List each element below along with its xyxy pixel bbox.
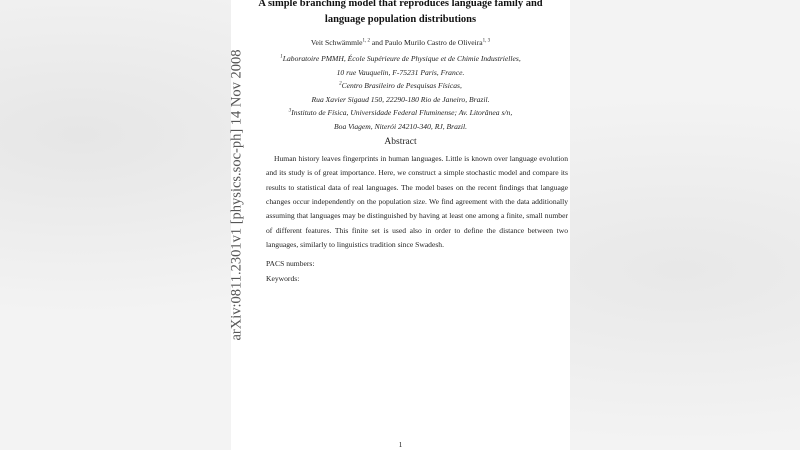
title-line-2: language population distributions [324, 14, 477, 25]
affiliation-line: $^1$Laboratoire PMMH, École Supérieure de Physique et de Chimie Industrielles, [280, 54, 521, 63]
affiliation-line: $^3$Instituto de Física, Universidade Federal Fluminense; Av. Litorânea s/n, [288, 108, 513, 117]
abstract-line: Human history leaves fingerprints in human languages. Little is known over language evolution [274, 154, 568, 163]
author-1-sup: 1, 2 [362, 38, 371, 44]
affiliation-line: Boa Viagem, Niterói 24210-340, RJ, Brazil. [334, 122, 467, 131]
affiliation-line: 10 rue Vauquelin, F-75231 Paris, France. [336, 68, 465, 77]
abstract-line: languages, similarly to linguistics tradition since Swadesh. [266, 240, 445, 249]
abstract-line: results to statistical data of real languages. The model bases on the recent findings that language [266, 183, 568, 192]
abstract-line: of different features. This finite set is used also in order to define the distance between two [266, 226, 568, 235]
keywords-label: Keywords: [266, 274, 300, 283]
paper-page [228, 0, 570, 450]
title-line-1: A simple branching model that reproduces language family and [258, 0, 543, 9]
arxiv-stamp: arXiv:0811.2301v1 [physics.soc-ph] 14 Nov 2008 [228, 49, 245, 341]
affiliation-line: $^2$Centro Brasileiro de Pesquisas Físicas, [339, 81, 462, 90]
abstract-line: changes occur independently on the population size. We find agreement with the data additionally [266, 197, 568, 206]
page-number: 1 [398, 440, 403, 449]
author-2: and Paulo Murilo Castro de Oliveira [370, 38, 483, 47]
author-1: Veit Schwämmle [310, 38, 363, 47]
affiliation-line: Rua Xavier Sigaud 150, 22290-180 Rio de Janeiro, Brazil. [311, 95, 490, 104]
author-2-sup: 1, 3 [482, 38, 491, 44]
abstract-line: assuming that languages may be distinguished by having at least one among a finite, small number [266, 211, 568, 220]
abstract-heading: Abstract [384, 137, 417, 147]
authors [231, 38, 570, 47]
abstract-line: and its study is of great importance. Here, we construct a simple stochastic model and compare its [266, 168, 568, 177]
pacs-label: PACS numbers: [266, 259, 315, 268]
